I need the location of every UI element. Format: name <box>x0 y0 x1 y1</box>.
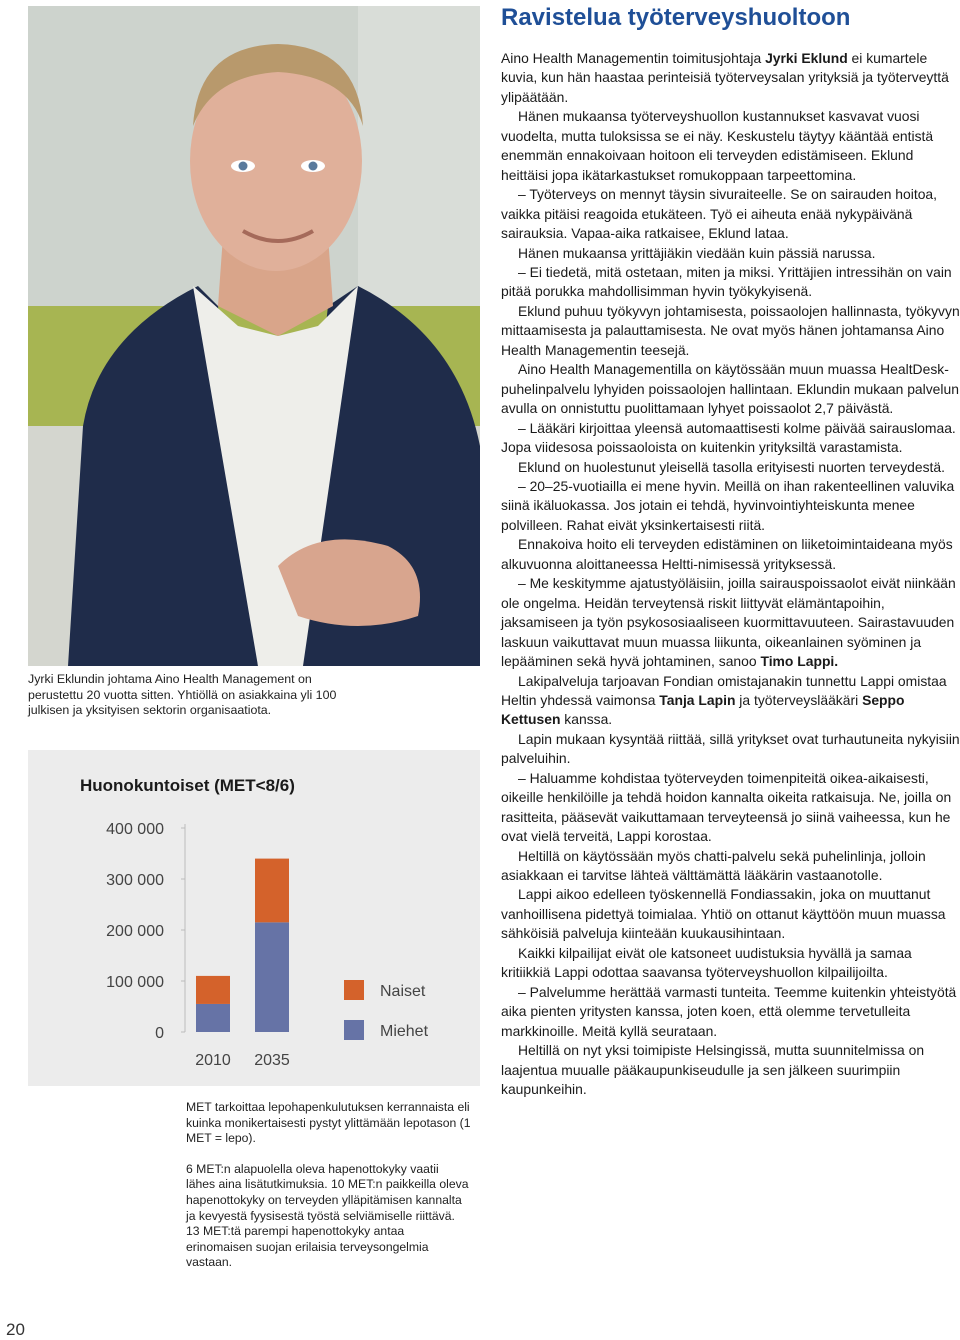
article-paragraph <box>501 360 960 418</box>
text-segment: Heltillä on käytössään myös chatti-palvelu sekä puhelinlinja, jolloin asiakkaan ei tarvitse lähteä välttämättä lääkärin vastaanotolle. <box>501 847 926 884</box>
text-segment: – Palvelumme herättää varmasti tunteita. Teemme kuitenkin yhteistyötä aika pienten yritysten kanssa, joten koen, että olemme tervetulleita markkinoille. Meitä kyllä seurataan. <box>501 983 957 1039</box>
article-paragraph <box>501 49 960 107</box>
text-segment: Lappi aikoo edelleen työskennellä Fondiassakin, joka on muuttanut vanhoillisena pidettyä toimialaa. Yhtiö on ottanut käyttöön muun muassa sähköisiä palveluja kiinteään kuukausihintaan. <box>501 886 946 942</box>
article <box>501 4 960 1099</box>
article-paragraph <box>501 730 960 769</box>
text-segment: – 20–25-vuotiailla ei mene hyvin. Meillä on ihan rakenteellinen valuvika siinä ikäluokassa. Jos jotain ei tehdä, hyvinvointiyhteiskunta menee polvilleen. Rahat eivät yksinkertaisesti riitä. <box>501 477 955 533</box>
text-segment: Heltillä on nyt yksi toimipiste Helsingissä, mutta suunnitelmissa on laajentua muualle pääkaupunkiseudulle ja sen jälkeen suurimpiin kaupunkeihin. <box>501 1042 925 1098</box>
article-paragraph <box>501 458 960 477</box>
article-paragraph <box>501 885 960 943</box>
chart-notes <box>186 1100 471 1286</box>
text-segment: Aino Health Managementin toimitusjohtaja <box>501 50 766 66</box>
article-paragraph <box>501 847 960 886</box>
article-paragraph <box>501 302 960 360</box>
article-paragraph <box>501 244 960 263</box>
bar-miehet-2010 <box>196 1004 230 1032</box>
text-segment: Hänen mukaansa yrittäjiäkin viedään kuin pässiä narussa. <box>518 244 876 261</box>
article-paragraph <box>501 769 960 847</box>
article-paragraph <box>501 185 960 243</box>
y-tick-label: 0 <box>155 1025 164 1042</box>
person-name: Tanja Lapin <box>659 691 736 708</box>
article-paragraph <box>501 477 960 535</box>
photo-caption: Jyrki Eklundin johtama Aino Health Management on perustettu 20 vuotta sitten. Yhtiöllä on asiakkaina yli 100 julkisen ja yksityisen sektorin organisaatiota. <box>28 672 337 717</box>
legend-label: Naiset <box>380 983 426 1000</box>
bar-miehet-2035 <box>255 922 289 1032</box>
person-name: Jyrki Eklund <box>765 50 848 66</box>
text-segment: kanssa. <box>560 711 613 728</box>
article-paragraph <box>501 1041 960 1099</box>
text-segment: Kaikki kilpailijat eivät ole katsoneet uudistuksia hyvällä ja samaa kritiikkiä Lappi odottaa saavansa työterveyshuollon kilpailijoilta. <box>501 944 912 981</box>
person-name: Seppo Kettusen <box>501 691 905 728</box>
y-tick-label: 100 000 <box>106 974 164 991</box>
article-paragraph <box>501 535 960 574</box>
text-segment: – Me keskitymme ajatustyöläisiin, joilla sairauspoissaolot eivät niinkään ole ongelma. Heidän terveytensä riskit liittyvät elämäntapoihin, jaksamiseen ja työn psykososiaaliseen kuormittavuuteen. Sairastavuuden laskuun vaikuttavat muun muassa liikunta, oikeanlainen syöminen ja lepääminen sekä hyvä johtaminen, sanoo <box>501 575 956 670</box>
person-name: Timo Lappi. <box>760 653 839 670</box>
chart-title: Huonokuntoiset (MET<8/6) <box>80 776 295 795</box>
article-paragraph <box>501 263 960 302</box>
legend-label: Miehet <box>380 1023 429 1040</box>
article-paragraph <box>501 944 960 983</box>
article-paragraph <box>501 107 960 185</box>
x-tick-label: 2010 <box>195 1052 231 1069</box>
legend-swatch <box>344 980 364 1000</box>
y-tick-label: 200 000 <box>106 923 164 940</box>
text-segment: ei kumartele kuvia, kun hän haastaa perinteisiä työterveysalan yrityksiä ja työterveyttä ylipäätään. <box>501 50 949 105</box>
chart-note: 6 MET:n alapuolella oleva hapenottokyky vaatii lähes aina lisätutkimuksia. 10 MET:n paikkeilla oleva hapenottokyky on terveyden ylläpitämisen kannalta ja kevyestä fyysisestä työstä selviämiselle riittävä. 13 MET:tä parempi hapenottokyky antaa erinomaisen suojan erilaisia terveysongelmia vastaan. <box>186 1161 469 1270</box>
portrait-illustration <box>28 6 480 666</box>
bar-naiset-2035 <box>255 859 289 923</box>
text-segment: – Ei tiedetä, mitä ostetaan, miten ja miksi. Yrittäjien intressihän on vain pitää porukka mahdollisimman hyvin työkykyisenä. <box>501 263 952 300</box>
article-paragraph <box>501 983 960 1041</box>
article-paragraph <box>501 672 960 730</box>
text-segment: Hänen mukaansa työterveyshuollon kustannukset kasvavat vuosi vuodelta, mutta tuloksissa se ei näy. Keskustelu täytyy kääntää entistä enemmän ennakoivaan hoitoon eli terveyden edistämiseen. Eklund heittäisi jopa ikätarkastukset romukoppaan tarpeettomina. <box>501 108 934 183</box>
text-segment: Lakipalveluja tarjoavan Fondian omistajanakin tunnettu Lappi omistaa Heltin yhdessä vaimonsa <box>501 672 947 708</box>
met-chart <box>28 750 480 1086</box>
chart-note: MET tarkoittaa lepohapenkulutuksen kerrannaista eli kuinka monikertaisesti pystyt ylittämään lepotason (1 MET = lepo). <box>186 1100 471 1146</box>
text-segment: Ennakoiva hoito eli terveyden edistäminen on liiketoimintaideana myös alkuvuonna aloittaneessa Heltti-nimisessä yrityksessä. <box>501 536 953 572</box>
y-tick-label: 300 000 <box>106 872 164 889</box>
article-title: Ravistelua työterveyshuoltoon <box>501 4 851 31</box>
article-paragraph <box>501 574 960 671</box>
page-number: 20 <box>6 1320 25 1339</box>
text-segment: Lapin mukaan kysyntää riittää, sillä yritykset ovat turhautuneita nykyisiin palveluihin. <box>501 730 960 767</box>
y-tick-label: 400 000 <box>106 821 164 838</box>
x-tick-label: 2035 <box>254 1052 290 1069</box>
portrait-photo <box>28 6 480 666</box>
text-segment: Aino Health Managementilla on käytössään muun muassa HealtDesk-puhelinpalvelu lyhyiden poissaolojen hallintaan. Eklundin mukaan palvelun avulla on onnistuttu puolittamaan lyhyet poissaolot 2,7 päivästä. <box>501 361 959 417</box>
text-segment: Eklund on huolestunut yleisellä tasolla erityisesti nuorten terveydestä. <box>518 458 945 475</box>
text-segment: ja työterveyslääkäri <box>735 691 863 708</box>
text-segment: – Työterveys on mennyt täysin sivuraiteelle. Se on sairauden hoitoa, vaikka pitäisi reagoida etukäteen. Työ ei aiheuta enää nykypäivänä sairauksia. Vapaa-aika ratkaisee, Eklund lataa. <box>501 186 938 242</box>
legend-swatch <box>344 1020 364 1040</box>
text-segment: – Lääkäri kirjoittaa yleensä automaattisesti kolme päivää sairauslomaa. Jopa viidesosa poissaoloista on kuitenkin yrityksiltä varastamista. <box>501 419 956 456</box>
chart-panel <box>28 750 480 1086</box>
article-body <box>501 49 960 1099</box>
text-segment: – Haluamme kohdistaa työterveyden toimenpiteitä oikea-aikaisesti, oikeille henkilöille ja tehdä hoidon kannalta oikeita ratkaisuja. Ne, joilla on rasitteita, pääsevät vaikuttamaan terveyteensä jo siinä vaiheessa, kun he ovat vielä terveitä, Lappi korostaa. <box>501 769 952 845</box>
text-segment: Eklund puhuu työkyvyn johtamisesta, poissaolojen hallinnasta, työkyvyn mittaamisesta ja palauttamisesta. Ne ovat myös hänen johtamansa Aino Health Managementin teesejä. <box>501 302 960 358</box>
article-paragraph <box>501 419 960 458</box>
bar-naiset-2010 <box>196 976 230 1004</box>
